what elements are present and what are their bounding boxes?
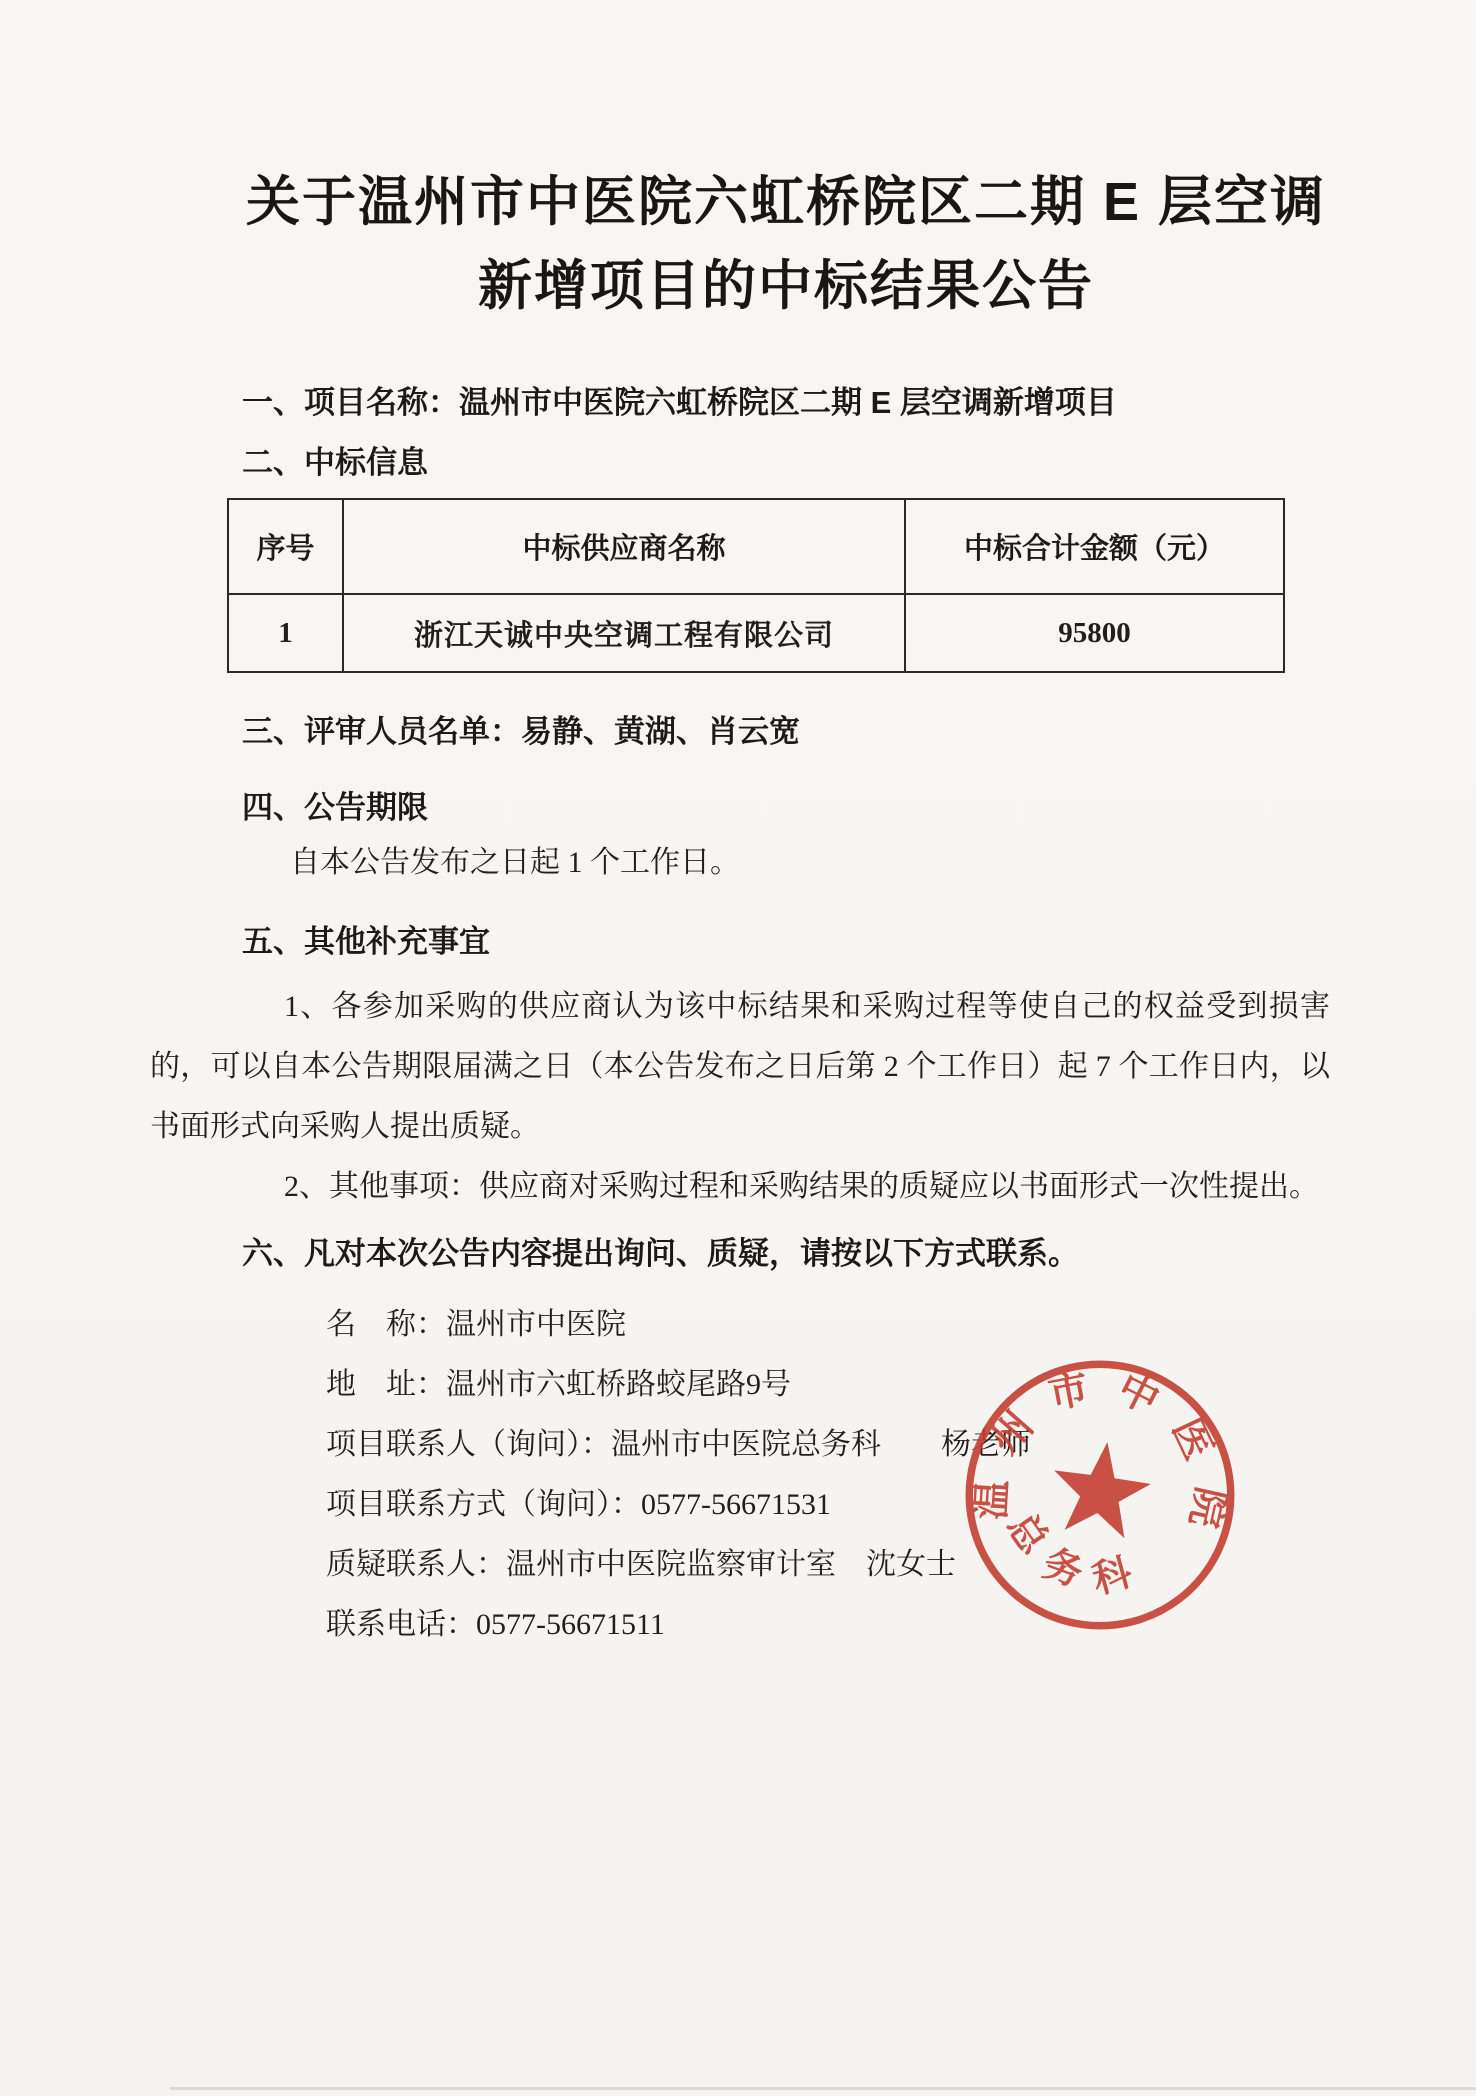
bid-result-table [227, 498, 1285, 673]
table-cell-index: 1 [228, 594, 343, 672]
contact-project-phone: 项目联系方式（询问）：0577-56671531 [326, 1488, 831, 1521]
table-cell-amount: 95800 [905, 594, 1284, 672]
scan-edge-artifact [170, 2087, 1476, 2090]
table-header-index: 序号 [228, 499, 343, 594]
table-header-supplier-name: 中标供应商名称 [343, 499, 905, 594]
table-cell-supplier-name: 浙江天诚中央空调工程有限公司 [343, 594, 905, 672]
document-title-line1: 关于温州市中医院六虹桥院区二期 E 层空调 [245, 172, 1327, 232]
table-header-row [228, 499, 1284, 594]
section-5-paragraph-1: 1、各参加采购的供应商认为该中标结果和采购过程等使自己的权益受到损害的，可以自本公告期限届满之日（本公告发布之日后第 2 个工作日）起 7 个工作日内，以书面形式向采购人提出质疑。 [150, 990, 1330, 1143]
section-4-notice-period-heading: 四、公告期限 [242, 790, 428, 825]
contact-challenge-person: 质疑联系人：温州市中医院监察审计室 沈女士 [326, 1548, 956, 1581]
contact-challenge-phone: 联系电话：0577-56671511 [326, 1608, 665, 1641]
stamp-star-icon [1046, 1435, 1156, 1541]
document-title [196, 160, 1376, 328]
section-5-paragraph-2: 2、其他事项：供应商对采购过程和采购结果的质疑应以书面形式一次性提出。 [284, 1170, 1319, 1203]
section-2-bid-info-heading: 二、中标信息 [242, 445, 428, 480]
section-1-project-name: 一、项目名称：温州市中医院六虹桥院区二期 E 层空调新增项目 [242, 385, 1117, 420]
table-header-amount: 中标合计金额（元） [905, 499, 1284, 594]
stamp-arc-text: 温州市中医院 [969, 1362, 1233, 1554]
contact-name: 名 称：温州市中医院 [326, 1308, 626, 1341]
contact-address: 地 址：温州市六虹桥路蛟尾路9号 [326, 1368, 791, 1401]
stamp-bottom-text: 总务科 [998, 1506, 1156, 1603]
section-6-contact-heading: 六、凡对本次公告内容提出询问、质疑，请按以下方式联系。 [242, 1236, 1079, 1271]
official-seal-stamp [931, 1326, 1270, 1665]
section-5-supplementary-heading: 五、其他补充事宜 [242, 924, 490, 959]
section-3-reviewers: 三、评审人员名单：易静、黄湖、肖云宽 [242, 714, 800, 749]
table-row [228, 594, 1284, 672]
contact-project-person: 项目联系人（询问）：温州市中医院总务科 杨老师 [326, 1428, 1031, 1461]
section-4-notice-period-body: 自本公告发布之日起 1 个工作日。 [290, 846, 740, 879]
document-title-line2: 新增项目的中标结果公告 [478, 256, 1094, 316]
